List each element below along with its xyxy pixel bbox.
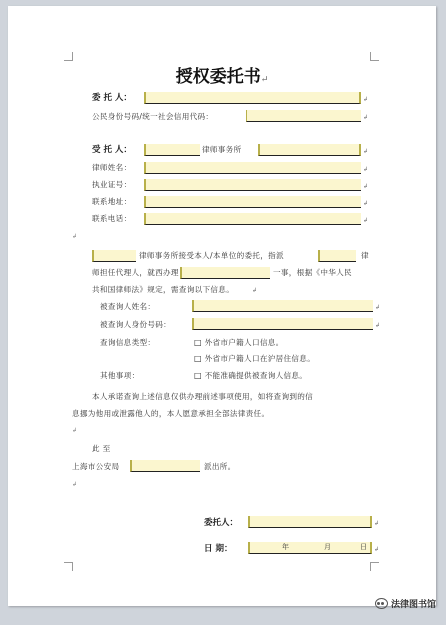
id-field[interactable]: [246, 110, 361, 122]
firm-name-field[interactable]: [144, 144, 200, 156]
lawyer-inline-field[interactable]: [318, 250, 356, 262]
margin-corner-top-right: [370, 52, 379, 61]
empty-line-mark: ↲: [72, 481, 78, 488]
signature-field[interactable]: [248, 516, 372, 528]
day-text: 日: [360, 543, 367, 551]
id-label: 公民身份号码/统一社会信用代码：: [92, 112, 214, 121]
lawyer-name-label: 律师姓名：: [92, 163, 132, 172]
bureau-prefix: 上海市公安局: [72, 462, 120, 471]
commitment-line-2: 息挪为他用或泄露他人的，本人愿意承担全部法律责任。: [72, 409, 270, 418]
queried-id-label: 被查询人身份号码：: [100, 320, 172, 329]
end-mark: ↲: [374, 546, 380, 553]
sign-label: 委托人：: [204, 518, 239, 528]
firm-suffix: 律师事务所: [202, 145, 242, 154]
watermark-text: 法律图书馆: [390, 600, 436, 610]
queried-id-field[interactable]: [192, 318, 373, 330]
phone-label: 联系电话：: [92, 214, 132, 223]
queried-name-label: 被查询人姓名：: [100, 302, 156, 311]
option-1[interactable]: [194, 338, 284, 348]
end-mark: ↲: [363, 183, 369, 190]
option-2-text: 外省市户籍人口在沪居住信息。: [204, 354, 316, 363]
checkbox-icon[interactable]: □: [194, 371, 202, 380]
month-text: 月: [324, 543, 331, 551]
license-label: 执业证号：: [92, 180, 132, 189]
end-mark: ↲: [252, 287, 258, 294]
wechat-icon: [375, 598, 388, 609]
bureau-suffix: 派出所。: [204, 462, 236, 471]
queried-name-field[interactable]: [192, 300, 373, 312]
end-mark: ↲: [375, 304, 381, 311]
address-field[interactable]: [144, 196, 361, 208]
document-page: [8, 6, 436, 606]
lawyer-name-field[interactable]: [144, 162, 361, 174]
license-field[interactable]: [144, 179, 361, 191]
margin-corner-bottom-right: [370, 562, 379, 571]
end-mark: ↲: [374, 520, 380, 527]
option-3[interactable]: [194, 371, 307, 381]
year-text: 年: [282, 543, 289, 551]
firm-name-inline-field[interactable]: [92, 250, 136, 262]
firm-extra-field[interactable]: [258, 144, 361, 156]
commitment-line-1: 本人承诺查询上述信息仅供办理前述事项使用，如将查询到的信: [92, 392, 314, 401]
watermark: [375, 597, 436, 610]
end-mark: ↲: [363, 148, 369, 155]
address-label: 联系地址：: [92, 197, 132, 206]
end-mark: ↲: [363, 166, 369, 173]
client-label: 委 托 人：: [92, 93, 132, 103]
end-mark: ↲: [363, 96, 369, 103]
checkbox-icon[interactable]: □: [194, 338, 202, 347]
margin-corner-bottom-left: [64, 562, 73, 571]
date-label: 日 期：: [204, 544, 233, 554]
end-mark: ↲: [363, 114, 369, 121]
body-line-3: 共和国律师法》规定，需查询以下信息。: [92, 285, 235, 294]
body-line-1a: 律师事务所接受本人/本单位的委托，指派: [139, 251, 284, 260]
query-type-label: 查询信息类型：: [100, 338, 156, 347]
option-2[interactable]: [194, 354, 315, 364]
title-text: 授权委托书: [175, 67, 261, 87]
body-line-2a: 师担任代理人，就西办理: [92, 268, 179, 277]
end-mark: ↲: [375, 322, 381, 329]
paragraph-mark: ↵: [260, 75, 269, 85]
date-field[interactable]: [248, 542, 372, 554]
body-line-1b: 律: [361, 251, 369, 260]
end-mark: ↲: [363, 217, 369, 224]
document-title: [8, 62, 436, 87]
end-mark: ↲: [363, 200, 369, 207]
matter-field[interactable]: [180, 267, 270, 279]
checkbox-icon[interactable]: □: [194, 354, 202, 363]
client-field[interactable]: [144, 92, 361, 104]
option-3-text: 不能准确提供被查询人信息。: [204, 371, 308, 380]
empty-line-mark: ↲: [72, 427, 78, 434]
other-label: 其他事项：: [100, 371, 140, 380]
body-line-2b: 一事，根据《中华人民: [273, 268, 352, 277]
margin-corner-top-left: [64, 52, 73, 61]
phone-field[interactable]: [144, 213, 361, 225]
bureau-field[interactable]: [130, 460, 200, 472]
trustee-label: 受 托 人：: [92, 145, 132, 155]
to-label: 此 至: [92, 444, 111, 453]
empty-line-mark: ↲: [72, 233, 78, 240]
option-1-text: 外省市户籍人口信息。: [204, 338, 284, 347]
